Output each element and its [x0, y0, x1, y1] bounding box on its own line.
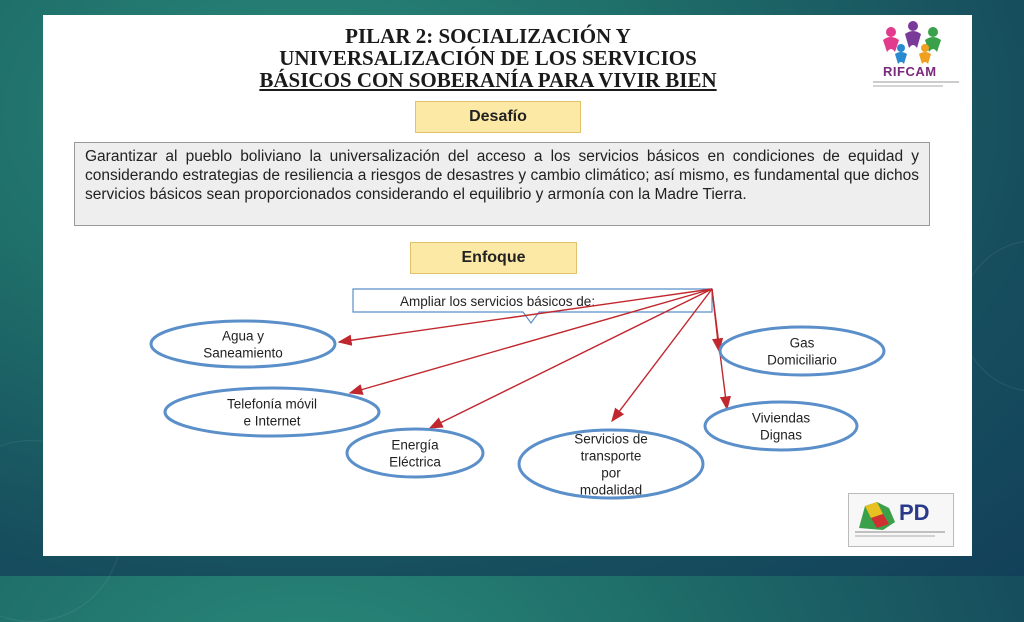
rifcam-logo-text: RIFCAM	[883, 64, 937, 79]
pd-map-icon	[853, 498, 903, 534]
arrow-to-gas	[712, 289, 719, 351]
node-label-agua: Agua y	[221, 328, 265, 344]
pd-logo-subtext	[855, 530, 947, 539]
root-text: Ampliar los servicios básicos de:	[400, 294, 596, 309]
title-line-2: UNIVERSALIZACIÓN DE LOS SERVICIOS	[279, 46, 697, 70]
node-ellipse-viviendas	[705, 402, 857, 450]
enfoque-diagram	[43, 15, 972, 556]
node-label-viviendas: Viviendas	[751, 410, 811, 426]
node-label-telefonia: Telefonía móvil	[226, 396, 318, 412]
node-label-transporte: Servicios de	[574, 431, 648, 447]
node-transporte	[519, 430, 703, 498]
root-callout	[353, 289, 712, 323]
node-label-energia: Energía	[391, 437, 439, 453]
enfoque-label: Enfoque	[410, 242, 577, 274]
node-viviendas	[705, 402, 857, 450]
node-label-gas: Domiciliario	[767, 352, 837, 368]
pd-logo-text: PD	[899, 500, 930, 525]
node-energia	[347, 429, 483, 477]
node-label-gas: Gas	[789, 335, 815, 351]
nodes-group	[151, 321, 884, 498]
slide	[43, 15, 972, 556]
node-ellipse-energia	[347, 429, 483, 477]
node-label-viviendas: Dignas	[759, 427, 803, 443]
node-label-transporte: por	[601, 465, 621, 481]
challenge-text: Garantizar al pueblo boliviano la universalización del acceso a los servicios básicos en condiciones de equidad y considerando estrategias de resiliencia a riesgos de desastres y cambio climático; así mismo, es fundamental que dichos servicios básicos sean proporcionados considerando el equilibrio y armonía con la Madre Tierra.	[74, 142, 930, 226]
node-label-energia: Eléctrica	[389, 454, 441, 470]
node-label-transporte: modalidad	[579, 482, 643, 498]
node-ellipse-gas	[720, 327, 884, 375]
title-line-1: PILAR 2: SOCIALIZACIÓN Y	[345, 24, 631, 48]
node-telefonia	[165, 388, 379, 436]
node-label-transporte: transporte	[580, 448, 642, 464]
pd-logo	[848, 493, 954, 547]
title-line-3: BÁSICOS CON SOBERANÍA PARA VIVIR BIEN	[259, 68, 717, 92]
node-label-agua: Saneamiento	[203, 345, 283, 361]
node-gas	[720, 327, 884, 375]
node-ellipse-telefonia	[165, 388, 379, 436]
desafio-label: Desafío	[415, 101, 581, 133]
node-label-telefonia: e Internet	[243, 413, 301, 429]
node-agua	[151, 321, 335, 367]
